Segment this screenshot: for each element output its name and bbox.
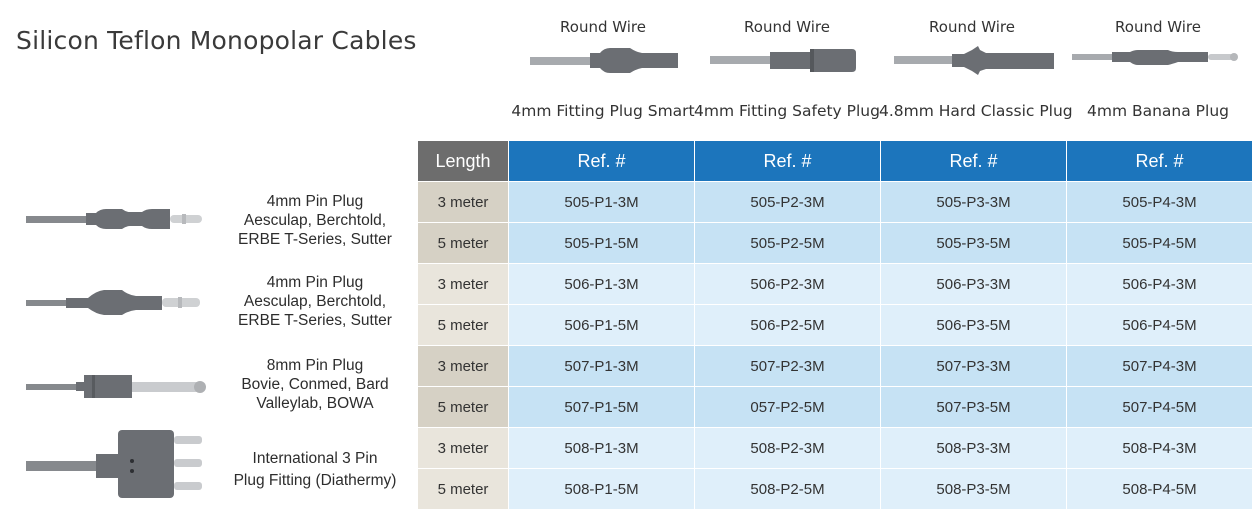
row-group-label-507 [215,356,415,413]
ref-cell: 508-P2-5M [695,469,881,510]
8mm-pin-plug-cable-icon [22,370,212,406]
ref-cell: 505-P1-5M [509,223,695,264]
3-pin-plug-cable-icon [22,428,212,504]
ref-cell: 506-P4-5M [1067,305,1253,346]
table-header-row [418,141,1253,182]
page-title: Silicon Teflon Monopolar Cables [16,26,417,55]
ref-cell: 505-P2-3M [695,182,881,223]
column-header-ref-3: Ref. # [881,141,1067,182]
column-header-ref-4: Ref. # [1067,141,1253,182]
length-cell: 3 meter [418,264,509,305]
ref-cell: 506-P2-3M [695,264,881,305]
label-line: 4mm Pin Plug [266,193,364,210]
table-row [418,223,1253,264]
table-row [418,305,1253,346]
label-line: Aesculap, Berchtold, [243,212,387,229]
ref-cell: 505-P3-5M [881,223,1067,264]
ref-cell: 507-P4-3M [1067,346,1253,387]
label-line: Aesculap, Berchtold, [243,293,387,310]
ref-cell: 508-P3-3M [881,428,1067,469]
ref-cell: 507-P1-3M [509,346,695,387]
plug-wire-type: Round Wire [929,18,1015,36]
plug-column-4 [1065,18,1251,120]
plug-name: 4mm Banana Plug [1086,102,1229,120]
column-header-ref-1: Ref. # [509,141,695,182]
ref-cell: 505-P3-3M [881,182,1067,223]
column-header-ref-2: Ref. # [695,141,881,182]
table-row [418,428,1253,469]
ref-cell: 057-P2-5M [695,387,881,428]
reference-table [418,141,1253,509]
table-row [418,387,1253,428]
ref-cell: 508-P1-3M [509,428,695,469]
plug-column-1 [510,18,696,120]
length-cell: 3 meter [418,182,509,223]
ref-cell: 505-P2-5M [695,223,881,264]
ref-cell: 506-P4-3M [1067,264,1253,305]
length-cell: 5 meter [418,387,509,428]
row-group-label-506 [215,273,415,330]
ref-cell: 506-P3-3M [881,264,1067,305]
label-line: ERBE T-Series, Sutter [238,231,392,248]
length-cell: 5 meter [418,305,509,346]
fitting-plug-smart-icon [510,40,696,92]
length-cell: 3 meter [418,428,509,469]
ref-cell: 507-P4-5M [1067,387,1253,428]
ref-cell: 507-P2-3M [695,346,881,387]
label-line: Valleylab, BOWA [256,395,374,412]
length-cell: 5 meter [418,223,509,264]
label-line: Plug Fitting (Diathermy) [233,472,397,489]
plug-column-2 [694,18,880,120]
ref-cell: 506-P1-3M [509,264,695,305]
plug-wire-type: Round Wire [1115,18,1201,36]
label-line: 4mm Pin Plug [266,274,364,291]
label-line: ERBE T-Series, Sutter [238,312,392,329]
4mm-pin-plug-tapered-cable-icon [22,287,212,321]
ref-cell: 506-P3-5M [881,305,1067,346]
ref-cell: 508-P1-5M [509,469,695,510]
plug-name: 4mm Fitting Plug Smart [511,102,695,120]
label-line: International 3 Pin [252,450,378,467]
ref-cell: 505-P4-3M [1067,182,1253,223]
ref-cell: 508-P3-5M [881,469,1067,510]
table-row [418,182,1253,223]
ref-cell: 507-P3-5M [881,387,1067,428]
ref-cell: 508-P4-3M [1067,428,1253,469]
column-header-length: Length [418,141,509,182]
ref-cell: 508-P2-3M [695,428,881,469]
ref-cell: 506-P2-5M [695,305,881,346]
ref-cell: 508-P4-5M [1067,469,1253,510]
ref-cell: 507-P3-3M [881,346,1067,387]
table-row [418,346,1253,387]
length-cell: 3 meter [418,346,509,387]
plug-name: 4mm Fitting Safety Plug [694,102,880,120]
banana-plug-icon [1065,40,1251,92]
ref-cell: 507-P1-5M [509,387,695,428]
row-group-label-508 [215,448,415,492]
plug-column-3 [879,18,1073,120]
label-line: 8mm Pin Plug [266,357,364,374]
ref-cell: 506-P1-5M [509,305,695,346]
ref-cell: 505-P4-5M [1067,223,1253,264]
ref-cell: 505-P1-3M [509,182,695,223]
hard-classic-plug-icon [879,40,1065,92]
label-line: Bovie, Conmed, Bard [241,376,389,393]
table-row [418,469,1253,510]
4mm-pin-plug-cable-icon [22,204,212,238]
length-cell: 5 meter [418,469,509,510]
plug-wire-type: Round Wire [744,18,830,36]
table-row [418,264,1253,305]
row-group-label-505 [215,192,415,249]
plug-name: 4.8mm Hard Classic Plug [879,102,1073,120]
plug-wire-type: Round Wire [560,18,646,36]
fitting-safety-plug-icon [694,40,880,92]
